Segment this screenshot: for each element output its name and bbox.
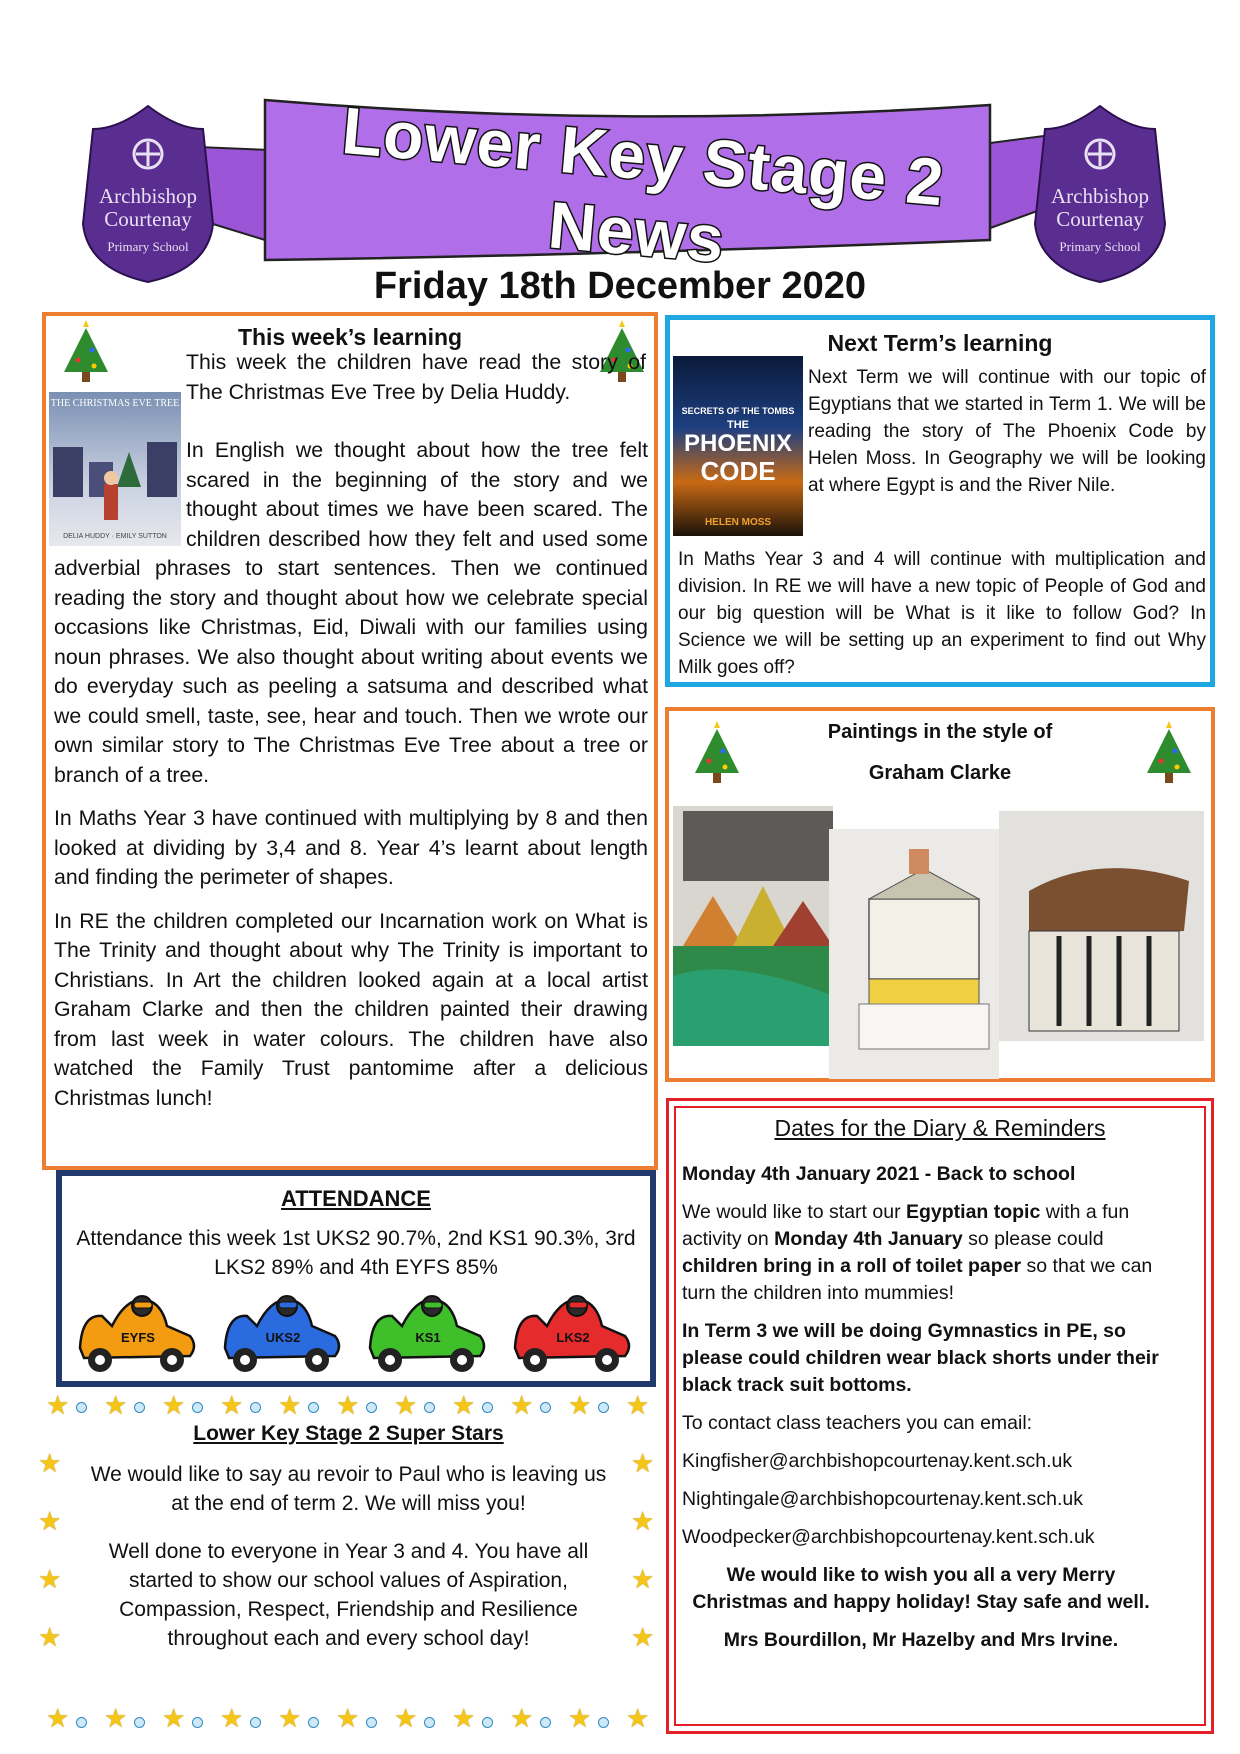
- diary-back-to-school: Monday 4th January 2021 - Back to school: [682, 1163, 1076, 1185]
- star-icon: ★: [452, 1390, 476, 1420]
- bauble-icon: [134, 1402, 145, 1413]
- attendance-cars: [72, 1286, 642, 1381]
- bauble-icon: [424, 1402, 435, 1413]
- student-painting-3: [999, 811, 1204, 1041]
- star-icon: ★: [510, 1703, 534, 1733]
- race-car-lks2: [507, 1286, 635, 1378]
- diary-contact: To contact class teachers you can email:: [682, 1412, 1033, 1434]
- bauble-icon: [308, 1717, 319, 1728]
- superstars-para1: We would like to say au revoir to Paul who is leaving us at the end of term 2. We will miss you!: [90, 1463, 607, 1515]
- bauble-icon: [482, 1402, 493, 1413]
- next-term-panel: [665, 315, 1215, 687]
- phoenix-code-book-cover: [673, 356, 803, 536]
- this-week-heading: This week’s learning: [237, 324, 463, 350]
- crest-line2: Courtenay: [1056, 207, 1144, 231]
- race-car-ks1: [362, 1286, 490, 1378]
- race-car-uks2: [217, 1286, 345, 1378]
- this-week-re-art: In RE the children completed our Incarnation work on What is The Trinity and thought about why The Trinity is important to Christians. In Art the children looked again at a local artist Graham Clarke and then the children painted their drawing from last week in water colours. The children have also watched the Family Trust pantomime after a delicious Christmas lunch!: [54, 908, 648, 1110]
- bauble-icon: [192, 1402, 203, 1413]
- student-painting-1: [673, 806, 833, 1046]
- newsletter-date: Friday 18th December 2020: [373, 265, 867, 307]
- bauble-icon: [598, 1717, 609, 1728]
- book-cover-title-2: CODE: [700, 456, 776, 486]
- next-term-para2: In Maths Year 3 and 4 will continue with multiplication and division. In RE we will have a new topic of People of God and our big question will be What is it like to follow God? In Science we will be setting up an experiment to find out Why Milk goes off?: [678, 549, 1206, 678]
- diary-egypt-topic: We would like to start our Egyptian topic with a fun activity on Monday 4th January so please could children bring in a roll of toilet paper so that we can turn the children into mummies!: [682, 1201, 1153, 1304]
- book-cover-author: HELEN MOSS: [704, 517, 772, 528]
- crest-line2: Courtenay: [104, 207, 192, 231]
- diary-heading: Dates for the Diary & Reminders: [774, 1115, 1106, 1141]
- bauble-icon: [250, 1402, 261, 1413]
- paintings-heading-line2: Graham Clarke: [868, 762, 1012, 784]
- star-icon: ★: [38, 1622, 62, 1652]
- star-icon: ★: [394, 1703, 418, 1733]
- star-icon: ★: [336, 1703, 360, 1733]
- star-icon: ★: [220, 1390, 244, 1420]
- crest-line3: Primary School: [107, 239, 189, 254]
- christmas-tree-icon: [56, 320, 116, 386]
- email-woodpecker[interactable]: Woodpecker@archbishopcourtenay.kent.sch.uk: [682, 1526, 1095, 1548]
- star-icon: ★: [452, 1703, 476, 1733]
- bauble-icon: [76, 1717, 87, 1728]
- star-icon: ★: [104, 1390, 128, 1420]
- crest-line1: Archbishop: [1051, 184, 1149, 208]
- race-car-label: EYFS: [121, 1330, 155, 1345]
- book-cover-series: SECRETS OF THE TOMBS: [681, 406, 795, 416]
- race-car-label: KS1: [415, 1330, 441, 1345]
- book-cover-title-1: PHOENIX: [683, 430, 793, 457]
- book-cover-title-top: THE: [727, 419, 749, 431]
- star-icon: ★: [336, 1390, 360, 1420]
- diary-signoff: Mrs Bourdillon, Mr Hazelby and Mrs Irvine.: [723, 1629, 1119, 1651]
- bauble-icon: [540, 1717, 551, 1728]
- attendance-text: Attendance this week 1st UKS2 90.7%, 2nd KS1 90.3%, 3rd LKS2 89% and 4th EYFS 85%: [76, 1227, 636, 1279]
- star-icon: ★: [631, 1448, 655, 1478]
- star-icon: ★: [46, 1703, 70, 1733]
- bauble-icon: [250, 1717, 261, 1728]
- star-icon: ★: [631, 1506, 655, 1536]
- bauble-icon: [598, 1402, 609, 1413]
- newsletter-title: Lower Key Stage 2 News: [339, 92, 948, 277]
- this-week-panel: [42, 312, 658, 1170]
- star-icon: ★: [162, 1703, 186, 1733]
- star-icon: ★: [162, 1390, 186, 1420]
- star-icon: ★: [220, 1703, 244, 1733]
- bauble-icon: [192, 1717, 203, 1728]
- bauble-icon: [366, 1717, 377, 1728]
- star-icon: ★: [631, 1564, 655, 1594]
- star-icon: ★: [278, 1703, 302, 1733]
- star-icon: ★: [510, 1390, 534, 1420]
- next-term-para1: Next Term we will continue with our topic of Egyptians that we started in Term 1. We will be reading the story of The Phoenix Code by Helen Moss. In Geography we will be looking at where Egypt is and the River Nile.: [808, 367, 1206, 496]
- diary-gymnastics: In Term 3 we will be doing Gymnastics in PE, so please could children wear black shorts under their black track suit bottoms.: [682, 1320, 1159, 1396]
- bauble-icon: [308, 1402, 319, 1413]
- diary-panel: [666, 1098, 1214, 1734]
- attendance-panel: [56, 1170, 656, 1387]
- star-icon: ★: [104, 1703, 128, 1733]
- star-icon: ★: [626, 1703, 650, 1733]
- race-car-label: UKS2: [265, 1330, 301, 1345]
- superstars-para2: Well done to everyone in Year 3 and 4. You have all started to show our school values of Aspiration, Compassion, Respect, Friendship and Resilience throughout each and every school day!: [108, 1540, 589, 1650]
- this-week-english: In English we thought about how the tree felt scared in the beginning of the story and we thought about times we have been scared. The children described how they felt and used some adverbial phrases to start sentences. Then we continued reading the story and thought about how we celebrate special occasions like Christmas, Eid, Diwali with our families using noun phrases. We also thought about writing about events we do everyday such as peeling a satsuma and described what we could smell, taste, see, hear and touch. Then we wrote our own similar story to The Christmas Eve Tree about a tree or branch of a tree.: [54, 438, 648, 787]
- paintings-panel: [665, 707, 1215, 1082]
- star-icon: ★: [626, 1390, 650, 1420]
- bauble-icon: [134, 1717, 145, 1728]
- star-icon: ★: [568, 1390, 592, 1420]
- attendance-heading: ATTENDANCE: [281, 1186, 431, 1211]
- student-painting-2: [829, 829, 999, 1079]
- bauble-icon: [366, 1402, 377, 1413]
- crest-line1: Archbishop: [99, 184, 197, 208]
- star-icon: ★: [394, 1390, 418, 1420]
- star-icon: ★: [631, 1622, 655, 1652]
- star-icon: ★: [46, 1390, 70, 1420]
- star-icon: ★: [38, 1564, 62, 1594]
- next-term-heading: Next Term’s learning: [827, 330, 1053, 356]
- this-week-intro: This week the children have read the story of The Christmas Eve Tree by Delia Huddy.: [186, 350, 646, 404]
- diary-wish: We would like to wish you all a very Merry Christmas and happy holiday! Stay safe and well.: [692, 1564, 1150, 1613]
- race-car-label: LKS2: [556, 1330, 590, 1345]
- christmas-tree-icon: [687, 721, 747, 787]
- superstars-panel: [36, 1390, 661, 1735]
- book-cover-title: THE CHRISTMAS EVE TREE: [50, 398, 180, 409]
- this-week-english-wrap: [54, 436, 648, 790]
- christmas-tree-icon: [1139, 721, 1199, 787]
- star-icon: ★: [568, 1703, 592, 1733]
- paintings-heading-line1: Paintings in the style of: [827, 721, 1053, 743]
- bauble-icon: [540, 1402, 551, 1413]
- star-icon: ★: [278, 1390, 302, 1420]
- star-icon: ★: [38, 1448, 62, 1478]
- this-week-maths: In Maths Year 3 have continued with multiplying by 8 and then looked at dividing by 3,4 and 8. Year 4’s learnt about length and finding the perimeter of shapes.: [54, 806, 648, 889]
- superstars-heading: Lower Key Stage 2 Super Stars: [193, 1422, 504, 1445]
- race-car-eyfs: [72, 1286, 200, 1378]
- bauble-icon: [424, 1717, 435, 1728]
- star-icon: ★: [38, 1506, 62, 1536]
- bauble-icon: [482, 1717, 493, 1728]
- bauble-icon: [76, 1402, 87, 1413]
- email-nightingale[interactable]: Nightingale@archbishopcourtenay.kent.sch.uk: [682, 1488, 1083, 1510]
- email-kingfisher[interactable]: Kingfisher@archbishopcourtenay.kent.sch.uk: [682, 1450, 1073, 1472]
- crest-line3: Primary School: [1059, 239, 1141, 254]
- book-cover-authors: DELIA HUDDY · EMILY SUTTON: [63, 533, 167, 540]
